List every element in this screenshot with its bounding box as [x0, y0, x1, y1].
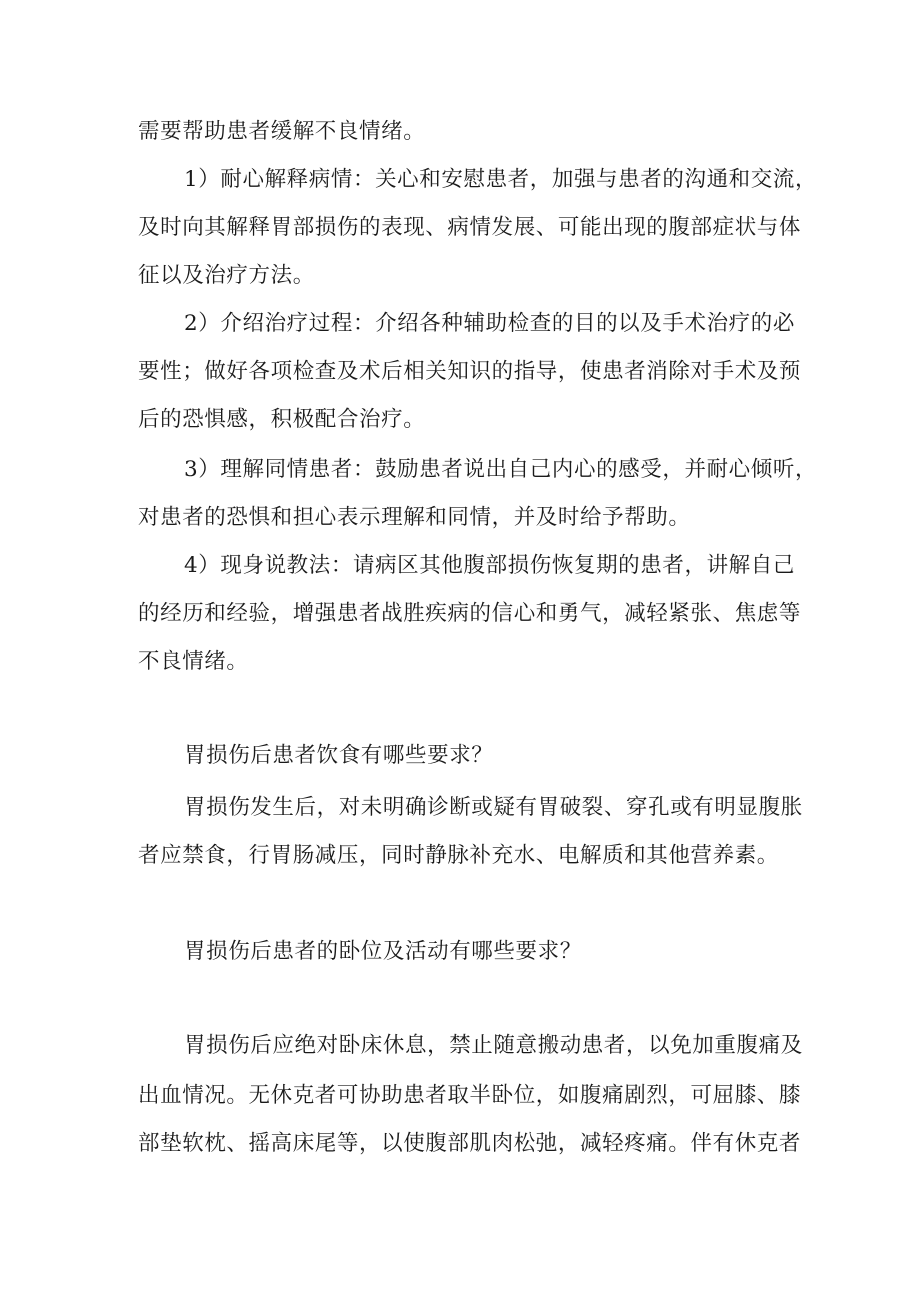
list-item-1-line: 1）耐心解释病情：关心和安慰患者，加强与患者的沟通和交流， — [184, 167, 818, 192]
paragraph-line: 需要帮助患者缓解不良情绪。 — [138, 119, 426, 144]
section-heading-diet: 胃损伤后患者饮食有哪些要求？ — [184, 743, 494, 768]
answer-position-line: 部垫软枕、摇高床尾等，以使腹部肌肉松弛，减轻疼痛。伴有休克者 — [138, 1131, 802, 1156]
list-item-4-line: 不良情绪。 — [138, 649, 249, 674]
list-item-2-line: 要性；做好各项检查及术后相关知识的指导，使患者消除对手术及预 — [138, 359, 802, 384]
list-item-3-line: 3）理解同情患者：鼓励患者说出自己内心的感受，并耐心倾听， — [184, 457, 818, 482]
list-item-4-line: 的经历和经验，增强患者战胜疾病的信心和勇气，减轻紧张、焦虑等 — [138, 601, 802, 626]
section-heading-position: 胃损伤后患者的卧位及活动有哪些要求？ — [184, 939, 582, 964]
list-item-1-line: 及时向其解释胃部损伤的表现、病情发展、可能出现的腹部症状与体 — [138, 215, 802, 240]
list-item-2-line: 后的恐惧感，积极配合治疗。 — [138, 407, 426, 432]
answer-diet-line: 胃损伤发生后，对未明确诊断或疑有胃破裂、穿孔或有明显腹胀 — [184, 795, 803, 820]
answer-diet-line: 者应禁食，行胃肠减压，同时静脉补充水、电解质和其他营养素。 — [138, 843, 779, 868]
list-item-3-line: 对患者的恐惧和担心表示理解和同情，并及时给予帮助。 — [138, 505, 691, 530]
answer-position-line: 胃损伤后应绝对卧床休息，禁止随意搬动患者，以免加重腹痛及 — [184, 1033, 803, 1058]
list-item-1-line: 征以及治疗方法。 — [138, 263, 315, 288]
answer-position-line: 出血情况。无休克者可协助患者取半卧位，如腹痛剧烈，可屈膝、膝 — [138, 1083, 802, 1108]
list-item-2-line: 2）介绍治疗过程：介绍各种辅助检查的目的以及手术治疗的必 — [184, 311, 795, 336]
list-item-4-line: 4）现身说教法：请病区其他腹部损伤恢复期的患者，讲解自己 — [184, 553, 795, 578]
